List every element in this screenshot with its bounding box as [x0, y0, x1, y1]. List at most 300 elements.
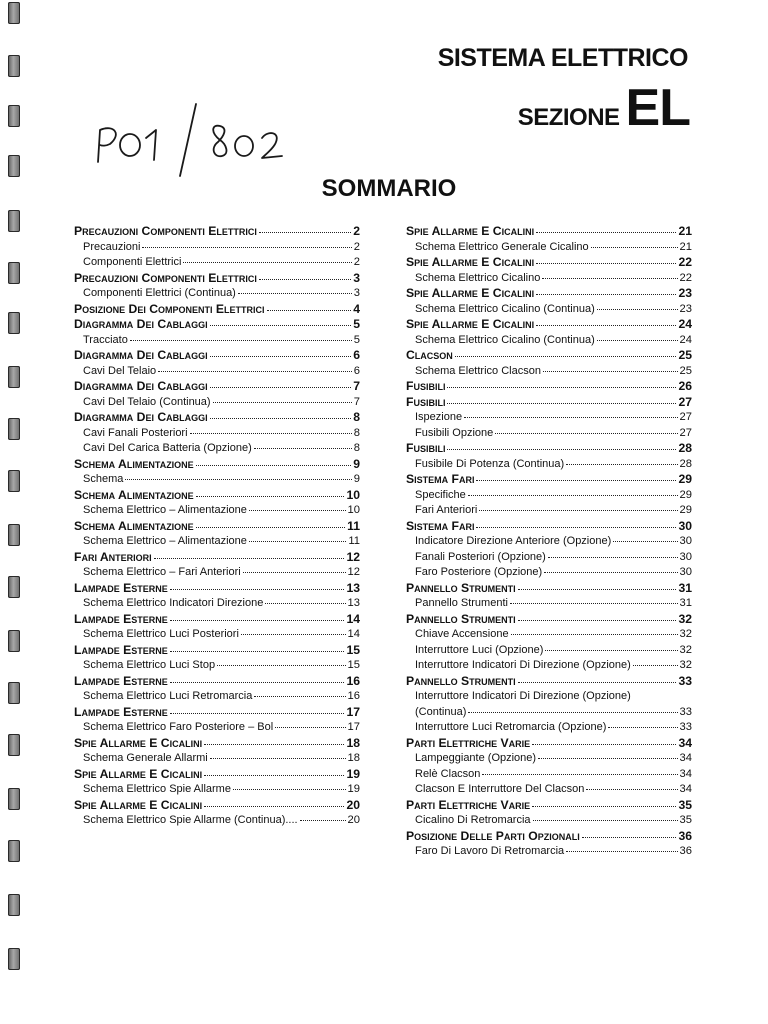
dot-leader [476, 480, 676, 481]
toc-entry-title: Ispezione [415, 411, 463, 423]
dot-leader [591, 247, 678, 248]
toc-page-number: 18 [346, 735, 360, 750]
toc-page-number: 27 [679, 426, 692, 439]
toc-subentry [74, 565, 360, 581]
toc-subentry [74, 627, 360, 643]
toc-entry-title: Schema Elettrico Luci Stop [83, 659, 216, 671]
dot-leader [241, 634, 346, 635]
toc-page-number: 15 [347, 659, 360, 671]
toc-subentry [406, 782, 692, 798]
binding-ring [8, 418, 20, 440]
toc-entry-title: Fari Anteriori [74, 549, 152, 564]
toc-page-number: 29 [679, 504, 692, 516]
toc-page-number: 25 [678, 348, 692, 362]
toc-page-number: 34 [679, 752, 692, 764]
toc-page-number: 20 [347, 814, 360, 826]
toc-page-number: 26 [678, 379, 692, 393]
toc-subentry [406, 658, 692, 674]
toc-entry-title: Spie Allarme E Cicalini [406, 286, 535, 300]
toc-entry-title: (Continua) [415, 705, 467, 718]
toc-entry-title: Spie Allarme E Cicalini [74, 797, 203, 812]
section-label: SEZIONE [517, 104, 620, 131]
toc-entry-title: Schema Generale Allarmi [83, 752, 208, 764]
toc-section-entry [406, 224, 692, 240]
toc-entry-title: Schema Elettrico Cicalino (Continua) [415, 302, 595, 315]
spiral-binding [6, 0, 26, 1024]
toc-page-number: 14 [346, 611, 360, 626]
toc-page-number: 9 [353, 456, 360, 471]
dot-leader [204, 775, 344, 776]
toc-entry-title: Schema Elettrico Luci Posteriori [83, 628, 239, 640]
dot-leader [468, 712, 677, 713]
toc-entry-title: Cavi Del Telaio [83, 364, 157, 377]
dot-leader [213, 402, 352, 403]
toc-page-number: 12 [347, 566, 360, 578]
dot-leader [210, 758, 346, 759]
dot-leader [267, 310, 352, 311]
dot-leader [170, 651, 345, 652]
toc-subentry [406, 550, 692, 566]
dot-leader [249, 510, 346, 511]
dot-leader [190, 433, 352, 434]
dot-leader [170, 682, 345, 683]
dot-leader [210, 418, 352, 419]
toc-subentry [406, 457, 692, 473]
toc-subentry [74, 364, 360, 380]
toc-section-entry [74, 767, 360, 783]
dot-leader [170, 713, 345, 714]
dot-leader [532, 744, 676, 745]
toc-entry-title: Diagramma Dei Cablaggi [74, 317, 208, 331]
toc-subentry [74, 441, 360, 457]
toc-entry-title: Diagramma Dei Cablaggi [74, 379, 208, 393]
toc-subentry [406, 426, 692, 442]
dot-leader [300, 820, 346, 821]
toc-subentry [74, 720, 360, 736]
toc-page-number: 19 [346, 766, 360, 781]
toc-section-entry [74, 348, 360, 364]
toc-subentry [74, 689, 360, 705]
toc-entry-title: Schema Elettrico Spie Allarme (Continua).... [83, 814, 298, 826]
dot-leader [518, 682, 677, 683]
toc-entry-title: Pannello Strumenti [415, 597, 508, 609]
toc-section-entry [74, 317, 360, 333]
toc-subentry [406, 627, 692, 643]
toc-entry-title: Schema Elettrico – Alimentazione [83, 535, 247, 547]
dot-leader [511, 634, 678, 635]
dot-leader [495, 433, 677, 434]
toc-entry-title: Diagramma Dei Cablaggi [74, 348, 208, 362]
toc-entry-title: Spie Allarme E Cicalini [406, 224, 535, 238]
toc-page-number: 23 [678, 286, 692, 300]
toc-entry-title: Schema Elettrico – Fari Anteriori [83, 566, 241, 578]
toc-entry-title: Spie Allarme E Cicalini [74, 766, 203, 781]
toc-entry-title: Fusibili [406, 394, 446, 409]
dot-leader [476, 527, 676, 528]
toc-entry-title: Fanali Posteriori (Opzione) [415, 550, 546, 563]
toc-page-number: 6 [353, 364, 360, 377]
toc-subentry [406, 302, 692, 318]
toc-entry-title: Lampade Esterne [74, 611, 168, 626]
toc-subentry [406, 643, 692, 659]
toc-entry-title: Posizione Dei Componenti Elettrici [74, 301, 265, 316]
binding-ring [8, 105, 20, 127]
toc-page-number: 32 [678, 611, 692, 626]
toc-section-entry [406, 798, 692, 814]
toc-entry-title: Componenti Elettrici (Continua) [83, 287, 236, 299]
toc-entry-title: Schema Elettrico Luci Retromarcia [83, 690, 253, 702]
toc-page-number: 30 [679, 566, 692, 578]
toc-entry-title: Interruttore Luci Retromarcia (Opzione) [415, 721, 607, 733]
toc-page-number: 35 [678, 797, 692, 812]
dot-leader [233, 789, 346, 790]
toc-page-number: 19 [347, 783, 360, 795]
toc-entry-title: Sistema Fari [406, 472, 475, 486]
toc-entry-title: Pannello Strumenti [406, 673, 516, 688]
toc-page-number: 10 [347, 504, 360, 516]
toc-page-number: 27 [679, 411, 692, 423]
toc-page-number: 22 [679, 271, 692, 284]
toc-entry-title: Chiave Accensione [415, 628, 509, 640]
toc-section-entry [74, 612, 360, 628]
binding-ring [8, 840, 20, 862]
toc-page-number: 35 [679, 814, 692, 826]
toc-entry-title: Indicatore Direzione Anteriore (Opzione) [415, 535, 612, 547]
toc-page-number: 3 [353, 270, 360, 285]
toc-right-column [406, 224, 692, 860]
toc-section-entry [74, 736, 360, 752]
toc-subentry [74, 751, 360, 767]
toc-page-number: 7 [353, 379, 360, 393]
toc-subentry [74, 658, 360, 674]
toc-entry-title: Schema Elettrico Generale Cicalino [415, 240, 589, 253]
document-title: SISTEMA ELETTRICO [437, 44, 688, 72]
toc-page-number: 27 [678, 394, 692, 409]
toc-entry-title: Faro Di Lavoro Di Retromarcia [415, 845, 565, 857]
toc-entry-title: Tracciato [83, 333, 128, 346]
dot-leader [142, 247, 351, 248]
binding-ring [8, 312, 20, 334]
toc-page-number: 33 [678, 673, 692, 688]
toc-page-number: 31 [679, 597, 692, 609]
dot-leader [518, 589, 677, 590]
dot-leader [210, 356, 352, 357]
toc-subentry [74, 286, 360, 302]
toc-page-number: 12 [346, 549, 360, 564]
toc-section-entry [406, 286, 692, 302]
toc-page-number: 36 [678, 828, 692, 843]
toc-subentry [406, 534, 692, 550]
dot-leader [170, 589, 345, 590]
toc-section-entry [406, 317, 692, 333]
toc-page-number: 24 [678, 317, 692, 331]
binding-ring [8, 55, 20, 77]
toc-section-entry [406, 379, 692, 395]
dot-leader [210, 325, 352, 326]
toc-page-number: 33 [679, 705, 692, 718]
toc-section-entry [406, 441, 692, 457]
toc-subentry [74, 333, 360, 349]
dot-leader [533, 820, 678, 821]
toc-section-entry [406, 395, 692, 411]
toc-page-number: 5 [353, 333, 360, 346]
dot-leader [196, 527, 345, 528]
dot-leader [204, 806, 344, 807]
toc-entry-title: Precauzioni Componenti Elettrici [74, 224, 257, 238]
dot-leader [447, 387, 676, 388]
dot-leader [566, 851, 677, 852]
dot-leader [254, 696, 345, 697]
dot-leader [238, 293, 352, 294]
toc-section-entry [74, 519, 360, 535]
toc-page-number: 23 [679, 302, 692, 315]
dot-leader [196, 496, 345, 497]
toc-entry-title: Lampade Esterne [74, 673, 168, 688]
toc-subentry [406, 705, 692, 721]
toc-entry-title: Interruttore Indicatori Di Direzione (Opzione) [415, 690, 631, 702]
toc-section-entry [74, 379, 360, 395]
toc-subentry [406, 767, 692, 783]
dot-leader [510, 603, 678, 604]
toc-section-entry [406, 519, 692, 535]
toc-subentry [74, 503, 360, 519]
toc-entry-title: Cavi Del Telaio (Continua) [83, 395, 211, 408]
dot-leader [464, 417, 677, 418]
toc-page-number: 20 [346, 797, 360, 812]
toc-page-number: 13 [347, 597, 360, 609]
toc-subentry [74, 813, 360, 829]
dot-leader [455, 356, 677, 357]
toc-page-number: 9 [353, 473, 360, 485]
dot-leader [543, 371, 678, 372]
dot-leader [447, 449, 676, 450]
toc-page-number: 29 [679, 488, 692, 501]
binding-ring [8, 682, 20, 704]
toc-section-entry [406, 612, 692, 628]
dot-leader [447, 403, 676, 404]
toc-entry-title: Clacson [406, 348, 453, 362]
toc-page-number: 17 [347, 721, 360, 733]
toc-subentry [406, 240, 692, 256]
toc-section-entry [74, 550, 360, 566]
toc-page-number: 3 [353, 287, 360, 299]
toc-section-entry [74, 798, 360, 814]
toc-section-entry [406, 829, 692, 845]
toc-entry-title: Schema Elettrico Faro Posteriore – Bol [83, 721, 274, 733]
toc-subentry [406, 689, 692, 705]
dot-leader [254, 448, 352, 449]
toc-entry-title: Precauzioni [83, 240, 141, 253]
toc-page-number: 18 [347, 752, 360, 764]
dot-leader [265, 603, 345, 604]
toc-subentry [406, 364, 692, 380]
dot-leader [544, 572, 677, 573]
toc-page-number: 32 [679, 628, 692, 640]
toc-page-number: 31 [678, 580, 692, 595]
toc-entry-title: Parti Elettriche Varie [406, 735, 531, 750]
toc-entry-title: Schema Elettrico Indicatori Direzione [83, 597, 264, 609]
toc-page-number: 32 [679, 643, 692, 656]
toc-entry-title: Posizione Delle Parti Opzionali [406, 828, 580, 843]
toc-entry-title: Specifiche [415, 488, 466, 501]
toc-page-number: 13 [346, 580, 360, 595]
binding-ring [8, 2, 20, 24]
toc-section-entry [406, 348, 692, 364]
dot-leader [125, 479, 351, 480]
toc-page-number: 30 [678, 518, 692, 533]
toc-subentry [406, 751, 692, 767]
toc-section-entry [74, 488, 360, 504]
dot-leader [597, 309, 678, 310]
toc-subentry [406, 488, 692, 504]
toc-entry-title: Relè Clacson [415, 767, 481, 780]
dot-leader [566, 464, 677, 465]
toc-section-entry [74, 643, 360, 659]
toc-page-number: 28 [679, 457, 692, 470]
toc-entry-title: Schema Elettrico Cicalino [415, 271, 541, 284]
toc-page-number: 28 [678, 441, 692, 455]
dot-leader [479, 510, 677, 511]
toc-subentry [406, 813, 692, 829]
dot-leader [518, 620, 677, 621]
toc-section-entry [406, 255, 692, 271]
section-heading [517, 79, 690, 137]
toc-entry-title: Schema Alimentazione [74, 456, 194, 471]
binding-ring [8, 734, 20, 756]
toc-page-number: 17 [346, 704, 360, 719]
toc-page-number: 21 [679, 240, 692, 253]
dot-leader [158, 371, 352, 372]
dot-leader [597, 340, 678, 341]
dot-leader [249, 541, 347, 542]
toc-page-number: 25 [679, 364, 692, 377]
toc-entry-title: Diagramma Dei Cablaggi [74, 410, 208, 424]
toc-subentry [406, 565, 692, 581]
binding-ring [8, 576, 20, 598]
toc-entry-title: Fusibili [406, 441, 446, 455]
toc-section-entry [74, 457, 360, 473]
handwritten-note [92, 100, 292, 180]
toc-entry-title: Fusibile Di Potenza (Continua) [415, 457, 565, 470]
toc-page-number: 11 [347, 518, 360, 533]
dot-leader [183, 262, 351, 263]
dot-leader [259, 279, 351, 280]
toc-page-number: 10 [346, 487, 360, 502]
dot-leader [217, 665, 345, 666]
dot-leader [613, 541, 677, 542]
dot-leader [536, 232, 676, 233]
toc-entry-title: Schema Alimentazione [74, 518, 194, 533]
toc-section-entry [74, 581, 360, 597]
dot-leader [204, 744, 344, 745]
toc-entry-title: Faro Posteriore (Opzione) [415, 566, 543, 578]
binding-ring [8, 894, 20, 916]
dot-leader [170, 620, 345, 621]
toc-page-number: 2 [353, 224, 360, 238]
toc-page-number: 2 [353, 240, 360, 253]
dot-leader [542, 278, 677, 279]
toc-page-number: 4 [353, 301, 360, 316]
toc-subentry [74, 534, 360, 550]
toc-section-entry [74, 302, 360, 318]
toc-page-number: 34 [679, 783, 692, 795]
binding-ring [8, 948, 20, 970]
toc-entry-title: Lampeggiante (Opzione) [415, 752, 537, 764]
toc-entry-title: Spie Allarme E Cicalini [406, 317, 535, 331]
toc-entry-title: Schema Elettrico Spie Allarme [83, 783, 231, 795]
dot-leader [545, 650, 677, 651]
toc-page-number: 8 [353, 410, 360, 424]
section-code: EL [625, 79, 690, 137]
toc-page-number: 6 [353, 348, 360, 362]
binding-ring [8, 630, 20, 652]
binding-ring [8, 210, 20, 232]
toc-entry-title: Interruttore Indicatori Di Direzione (Opzione) [415, 659, 631, 671]
toc-page-number: 8 [353, 426, 360, 439]
toc-entry-title: Sistema Fari [406, 518, 475, 533]
dot-leader [536, 294, 676, 295]
toc-section-entry [74, 410, 360, 426]
toc-subentry [74, 255, 360, 271]
toc-page-number: 16 [347, 690, 360, 702]
toc-subentry [406, 720, 692, 736]
toc-entry-title: Parti Elettriche Varie [406, 797, 531, 812]
toc-subentry [74, 240, 360, 256]
toc-entry-title: Cicalino Di Retromarcia [415, 814, 531, 826]
toc-page-number: 5 [353, 317, 360, 331]
toc-subentry [74, 596, 360, 612]
toc-page-number: 24 [679, 333, 692, 346]
binding-ring [8, 366, 20, 388]
toc-subentry [406, 271, 692, 287]
toc-page-number: 34 [679, 767, 692, 780]
dot-leader [275, 727, 345, 728]
toc-entry-title: Spie Allarme E Cicalini [74, 735, 203, 750]
toc-page-number: 30 [679, 535, 692, 547]
toc-entry-title: Lampade Esterne [74, 580, 168, 595]
dot-leader [482, 774, 677, 775]
toc-page-number: 16 [346, 673, 360, 688]
toc-entry-title: Schema Alimentazione [74, 487, 194, 502]
toc-subentry [74, 426, 360, 442]
binding-ring [8, 788, 20, 810]
toc-page-number: 21 [678, 224, 692, 238]
toc-page-number: 34 [678, 735, 692, 750]
toc-entry-title: Clacson E Interruttore Del Clacson [415, 783, 585, 795]
toc-section-entry [74, 705, 360, 721]
toc-entry-title: Fari Anteriori [415, 504, 478, 516]
binding-ring [8, 524, 20, 546]
dot-leader [586, 789, 677, 790]
toc-page-number: 29 [678, 472, 692, 486]
toc-subentry [406, 333, 692, 349]
dot-leader [532, 806, 676, 807]
dot-leader [536, 263, 676, 264]
toc-section-entry [406, 472, 692, 488]
toc-entry-title: Schema Elettrico Cicalino (Continua) [415, 333, 595, 346]
dot-leader [536, 325, 676, 326]
toc-subentry [74, 782, 360, 798]
toc-section-entry [74, 224, 360, 240]
toc-section-entry [406, 736, 692, 752]
toc-page-number: 33 [679, 721, 692, 733]
toc-entry-title: Spie Allarme E Cicalini [406, 255, 535, 269]
toc-section-entry [406, 581, 692, 597]
toc-page-number: 11 [348, 535, 360, 547]
dot-leader [538, 758, 677, 759]
toc-entry-title: Lampade Esterne [74, 704, 168, 719]
toc-section-entry [74, 271, 360, 287]
